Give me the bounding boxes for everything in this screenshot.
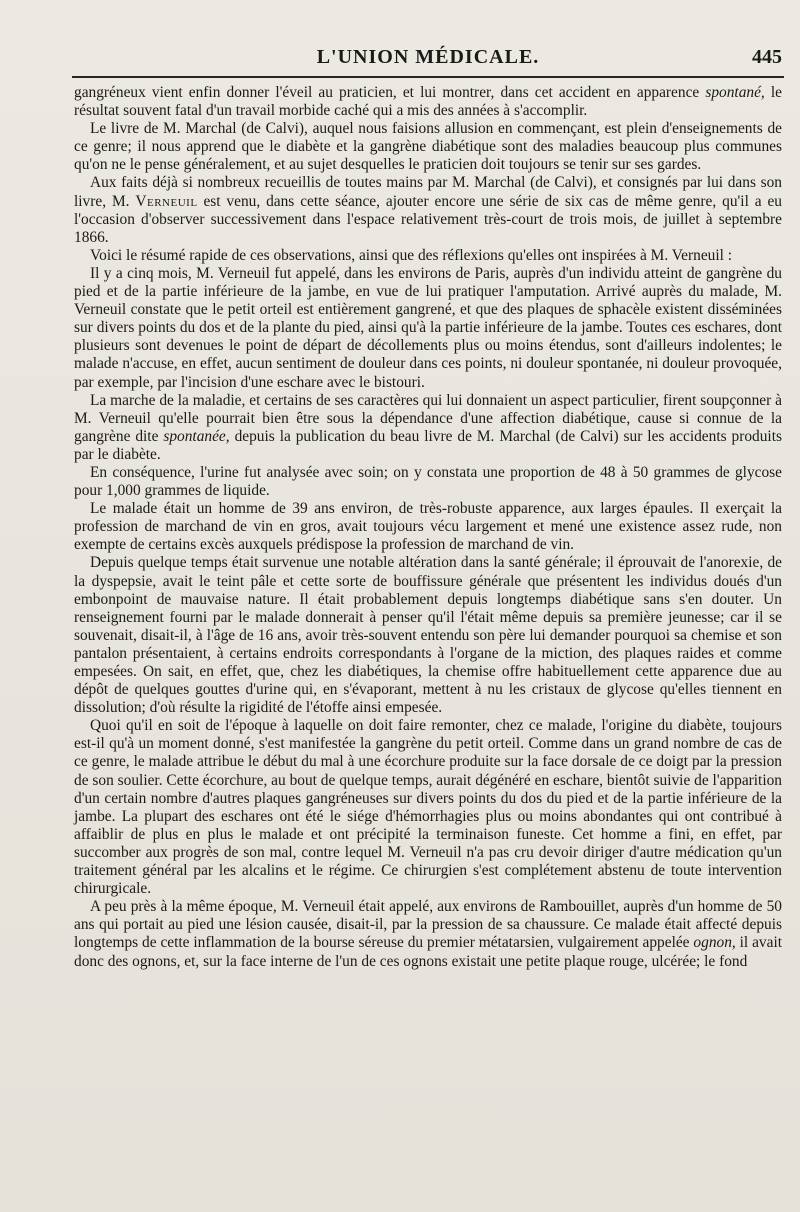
page-header bbox=[72, 44, 784, 74]
paragraph-3 bbox=[74, 174, 782, 246]
paragraph-text: il avait donc des ognons, et, sur la face interne de l'un de ces ognons existait une petite plaque rouge, ulcérée; le fond bbox=[74, 934, 782, 970]
paragraph-1 bbox=[74, 84, 782, 120]
paragraph-text: le résultat souvent fatal d'un travail morbide caché qui a mis des années à s'accomplir. bbox=[74, 84, 782, 120]
paragraph-9: Depuis quelque temps était survenue une notable altération dans la santé générale; il éprouvait de l'anorexie, de la dyspepsie, avait le teint pâle et cette sorte de bouffissure générale que présentent les individus doués d'un embonpoint de mauvaise nature. Il était probablement depuis longtemps diabétique sans s'en douter. Un renseignement fourni par le malade donnerait à penser qu'il l'était même depuis sa première jeunesse; car il se souvenait, disait-il, à l'âge de 16 ans, avoir très-souvent entendu son père lui demander pourquoi sa chemise et son pantalon présentaient, à certains endroits correspondants à l'organe de la miction, des plaques raides et comme empesées. On sait, en effet, que, chez les diabétiques, la chemise offre habituellement cette apparence due au dépôt de quelques gouttes d'urine qui, en s'évaporant, mettent à nu les cristaux de glycose qu'elles tiennent en dissolution; d'où résulte la rigidité de l'étoffe ainsi empesée. bbox=[74, 554, 782, 717]
paragraph-text: La marche de la maladie, et certains de ses caractères qui lui donnaient un aspect particulier, firent soupçonner à M. Verneuil qu'elle pourrait bien être sous la dépendance d'une affection diabétique, cause si connue de la gangrène dite bbox=[74, 391, 782, 445]
paragraph-5: Il y a cinq mois, M. Verneuil fut appelé, dans les environs de Paris, auprès d'un individu atteint de gangrène du pied et de la partie inférieure de la jambe, en vue de lui pratiquer l'amputation. Arrivé auprès du malade, M. Verneuil constate que le petit orteil est entièrement gangrené, et que des plaques de sphacèle existent disséminées sur divers points du dos et de la plante du pied, ainsi qu'à la partie inférieure de la jambe. Toutes ces eschares, dont plusieurs sont devenues le point de départ de décollements plus ou moins étendus, sont d'ailleurs indolentes; le malade n'accuse, en effet, aucun sentiment de douleur dans ces points, ni douleur spontanée, ni douleur provoquée, par exemple, par l'incision d'une eschare avec le bistouri. bbox=[74, 264, 782, 391]
paragraph-text: A peu près à la même époque, M. Verneuil était appelé, aux environs de Rambouillet, auprès d'un homme de 50 ans qui portait au pied une lésion causée, disait-il, par la pression de sa chaussure. Ce malade était affecté depuis longtemps de cette inflammation de la bourse séreuse du premier métatarsien, vulgairement appelée bbox=[74, 898, 782, 952]
paragraph-6 bbox=[74, 392, 782, 464]
paragraph-text: depuis la publication du beau livre de M. Marchal (de Calvi) sur les accidents produits par le diabète. bbox=[74, 427, 782, 463]
page-number: 445 bbox=[752, 46, 782, 68]
paragraph-8: Le malade était un homme de 39 ans environ, de très-robuste apparence, aux larges épaules. Il exerçait la profession de marchand de vin en gros, avait toujours vécu largement et mené une existence assez rude, non exempte de certains excès auxquels prédispose la profession de marchand de vin. bbox=[74, 500, 782, 554]
running-title: L'UNION MÉDICALE. bbox=[316, 46, 540, 68]
paragraph-4: Voici le résumé rapide de ces observations, ainsi que des réflexions qu'elles ont inspirées à M. Verneuil : bbox=[90, 246, 733, 264]
paragraph-text: gangréneux vient enfin donner l'éveil au praticien, et lui montrer, dans cet accident en apparence bbox=[74, 84, 706, 101]
author-name: Verneuil bbox=[135, 192, 198, 210]
paragraph-2: Le livre de M. Marchal (de Calvi), auquel nous faisions allusion en commençant, est plein d'enseignements de ce genre; il nous apprend que le diabète et la gangrène diabétique sont des maladies beaucoup plus communes qu'on ne le pense généralement, et au sujet desquelles le praticien doit toujours se tenir sur ses gardes. bbox=[74, 120, 782, 174]
italic-text: ognon, bbox=[693, 934, 736, 952]
paragraph-7: En conséquence, l'urine fut analysée avec soin; on y constata une proportion de 48 à 50 grammes de glycose pour 1,000 grammes de liquide. bbox=[74, 463, 782, 500]
italic-text: spontané, bbox=[705, 84, 765, 101]
paragraph-text: est venu, dans cette séance, ajouter encore une série de six cas de même genre, qu'il a eu l'occasion d'observer successivement dans l'espace relativement très-court de trois mois, de juillet à septembre 1866. bbox=[74, 192, 782, 246]
paragraph-10: Quoi qu'il en soit de l'époque à laquelle on doit faire remonter, chez ce malade, l'origine du diabète, toujours est-il qu'à un moment donné, s'est manifestée la gangrène du petit orteil. Comme dans un grand nombre de cas de ce genre, le malade attribue le début du mal à une écorchure produite sur la face dorsale de ce doigt par la pression de son soulier. Cette écorchure, au bout de quelque temps, aurait dégénéré en eschare, bientôt suivie de l'apparition d'un certain nombre d'autres plaques gangréneuses sur divers points du dos du pied et de la partie inférieure de la jambe. La plupart des eschares ont été le siége d'hémorrhagies plus ou moins abondantes qui ont contribué à affaiblir de plus en plus le malade et ont précipité la terminaison funeste. Cet homme a fini, en effet, par succomber aux progrès de son mal, contre lequel M. Verneuil n'a pas cru devoir diriger d'autre médication qu'un traitement général par les alcalins et le régime. Ce chirurgien s'est complétement abstenu de toute intervention chirurgicale. bbox=[74, 717, 782, 898]
article-body bbox=[74, 84, 782, 971]
paragraph-11 bbox=[74, 898, 782, 970]
italic-text: spontanée, bbox=[163, 427, 230, 445]
paragraph-text: Aux faits déjà si nombreux recueillis de toutes mains par M. Marchal (de Calvi), et consignés par lui dans son livre, M. bbox=[74, 174, 782, 210]
header-rule bbox=[72, 76, 784, 78]
